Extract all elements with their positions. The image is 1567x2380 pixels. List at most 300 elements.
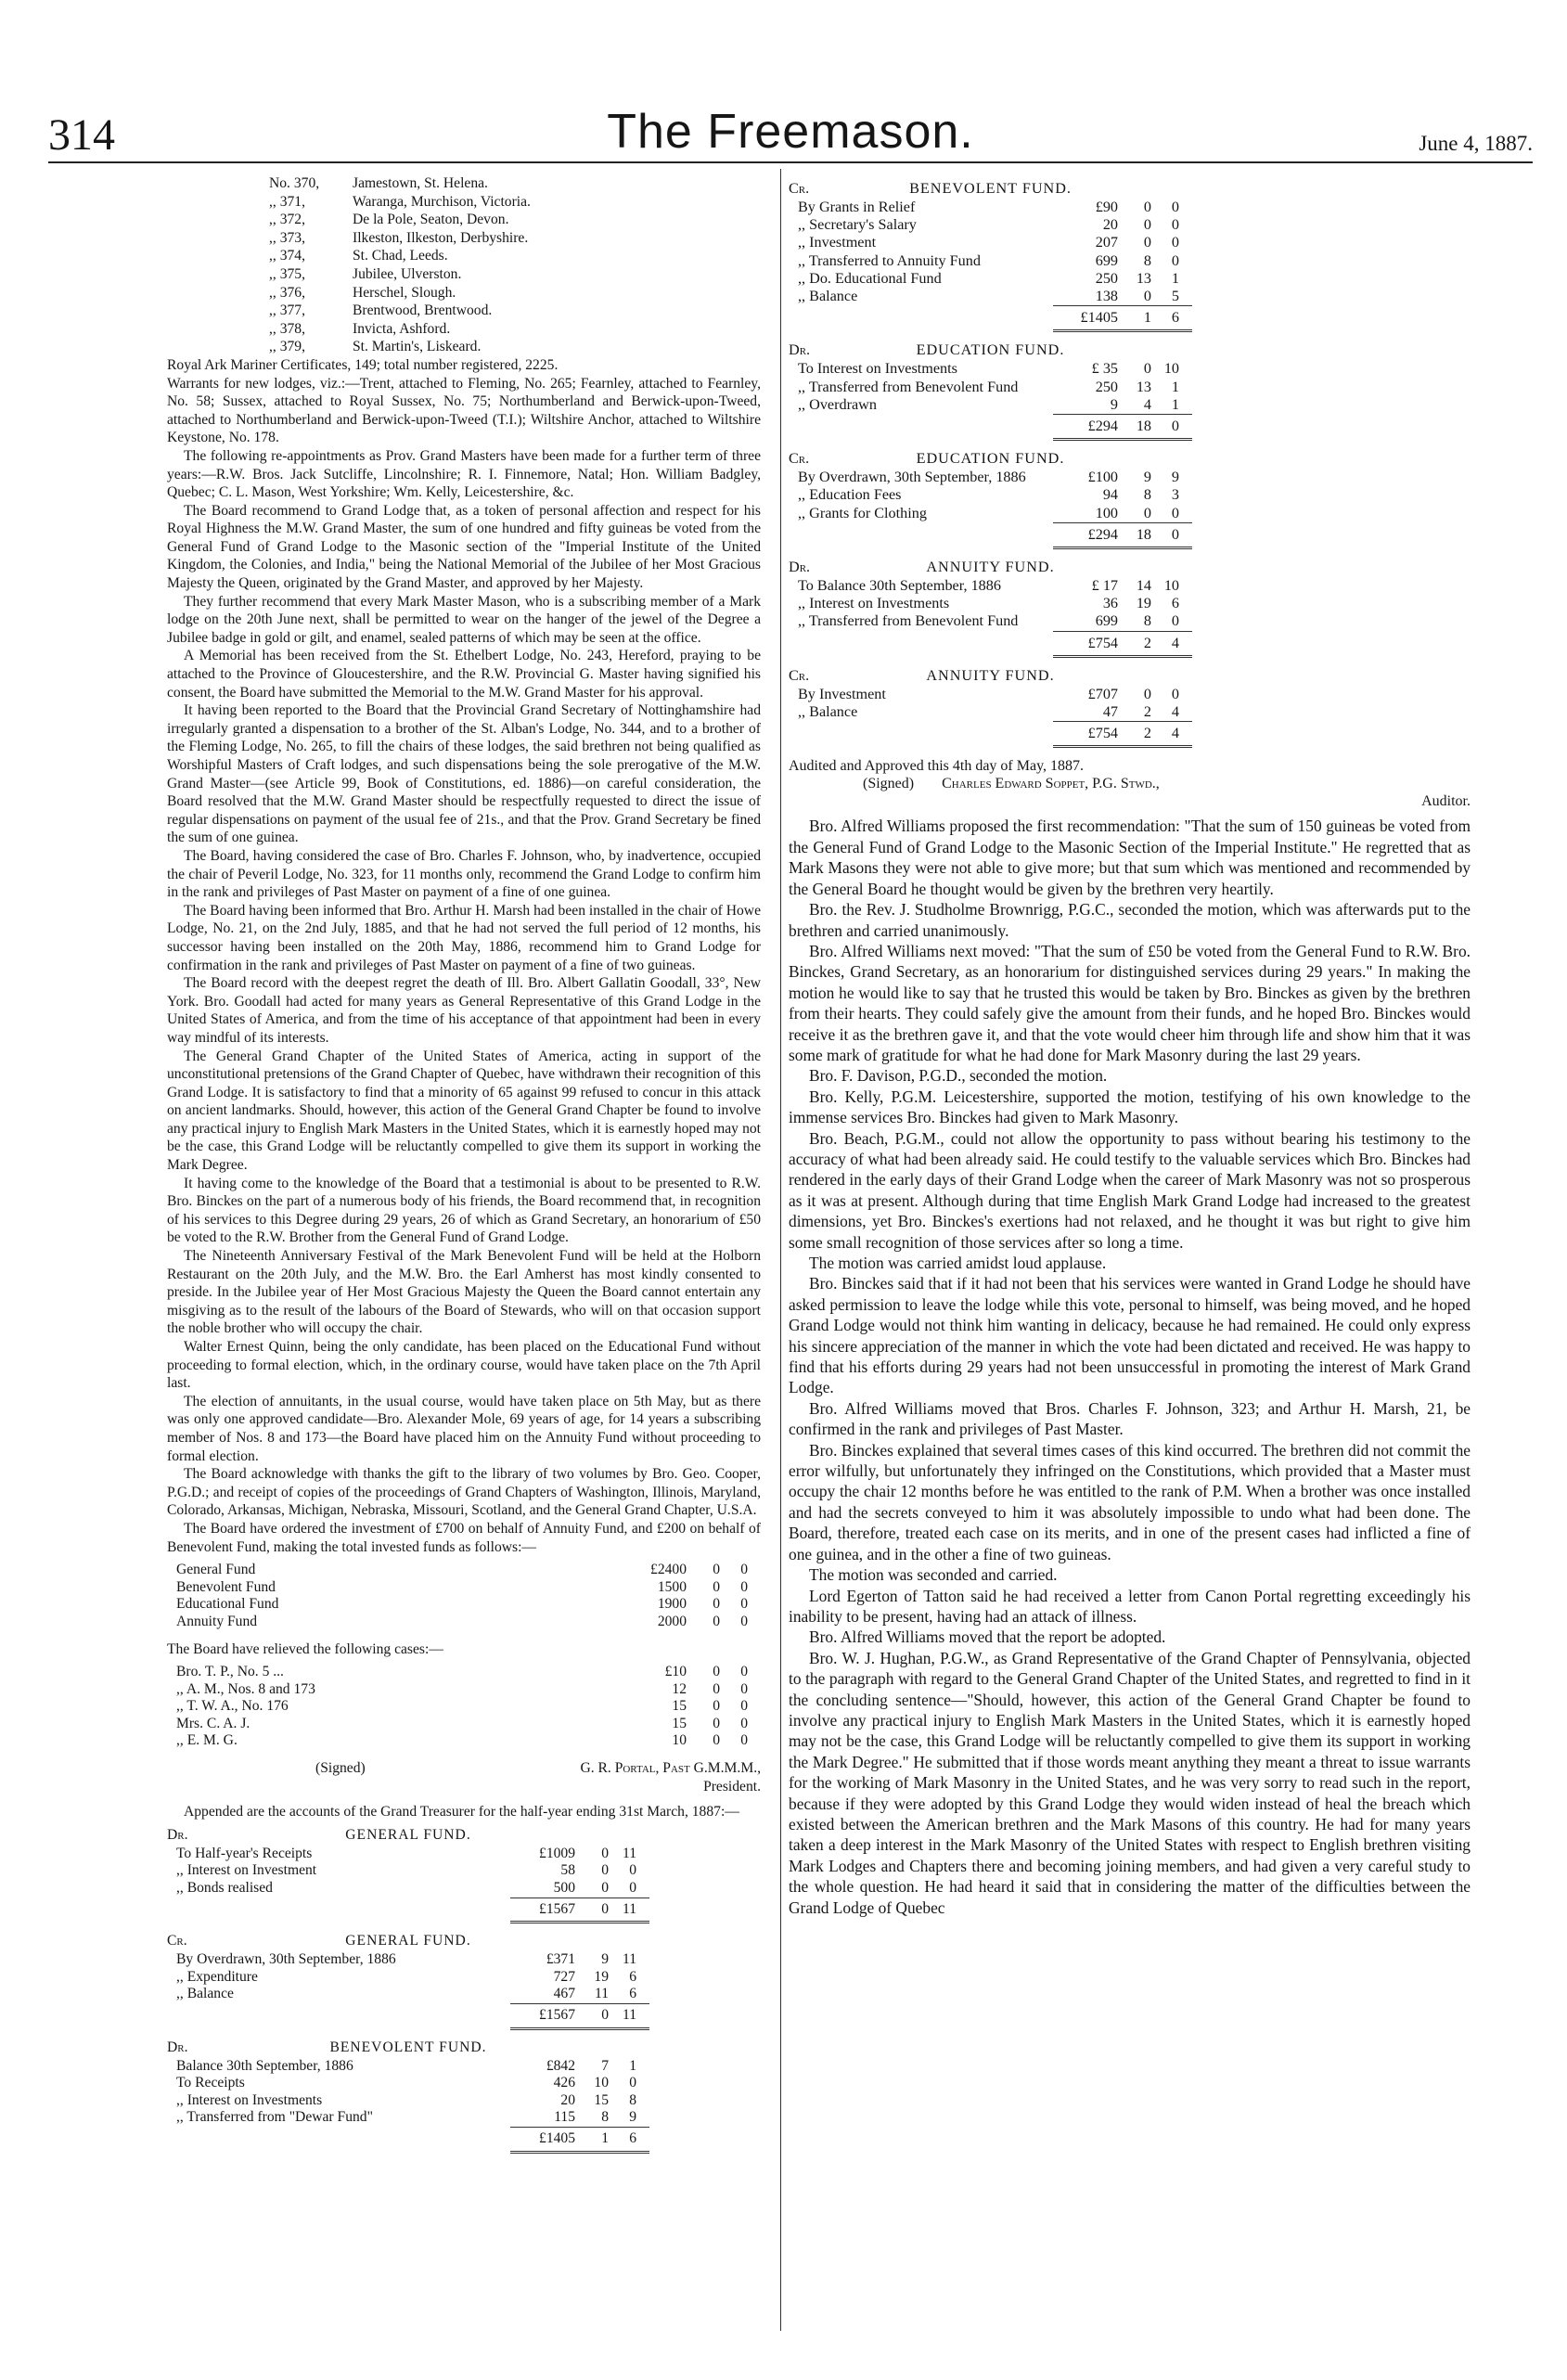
- amount-pounds: 207: [1095, 234, 1118, 251]
- amount-shillings: 0: [713, 1562, 720, 1578]
- lodge-number: ,, 376,: [269, 284, 305, 301]
- case-row: [167, 1664, 761, 1681]
- amount-shillings: 0: [713, 1680, 720, 1697]
- account-row-amount: [1053, 252, 1192, 270]
- amount-pounds: 250: [1095, 269, 1118, 287]
- account-row-label: ,, Transferred from Benevolent Fund: [798, 378, 1019, 395]
- fund-row: [167, 1596, 761, 1614]
- row-amount: [622, 1716, 761, 1733]
- relieved-cases-table: [167, 1664, 761, 1750]
- amount-pence: 11: [622, 1951, 636, 1968]
- amount-pounds: 426: [553, 2075, 575, 2091]
- amount-pence: 0: [1171, 216, 1179, 234]
- account-total-amount: [1053, 414, 1192, 441]
- amount-pounds: 500: [553, 1880, 575, 1897]
- report-paragraph: The Board acknowledge with thanks the gift to the library of two volumes by Bro. Geo. Cooper, P.G.D.; and receipt of copies of the proceedings of Grand Chapters of Washington, Illinois, Maryland, Colorado, Arkansas, Michigan, Nebraska, Missouri, Scotland, and the General Grand Chapter, U.S.A.: [167, 1466, 761, 1519]
- total-pounds: £294: [1087, 418, 1118, 435]
- account-row-amount: [510, 1969, 649, 1987]
- proceedings-paragraph: Bro. Binckes said that if it had not been that his services were wanted in Grand Lodge he should have asked permission to leave the lodge while this vote, personal to himself, was being moved, and he hoped Grand Lodge would not think him wanting in delicacy, because he had remained. He could only express his sincere appreciation of the manner in which the vote had been dictated and received. He was happy to find that his efforts during 29 years had not been unsuccessful in promoting the interest of Mark Grand Lodge.: [789, 1274, 1471, 1397]
- account-total: [789, 721, 1192, 748]
- amount-pounds: 467: [553, 1986, 575, 2002]
- account-row-amount: [1053, 595, 1192, 612]
- proceedings-paragraph: Bro. Beach, P.G.M., could not allow the opportunity to pass without bearing his testimony to the accuracy of what had been already said. He could testify to the valuable services which Bro. Binckes had rendered in the early days of their Grand Lodge when the career of Mark Masonry was not so prosperous as it was at present. Although during that time English Mark Grand Lodge had increased to the greatest dimensions, yet Bro. Binckes's exertions had not relaxed, and he thought it was but right to give him some small recognition of those services after so long a time.: [789, 1128, 1471, 1252]
- report-paragraph: The following re-appointments as Prov. Grand Masters have been made for a further term of three years:—R.W. Bros. Jack Sutcliffe, Lincolnshire; R. I. Finnemore, Natal; Hon. William Badgley, Quebec; C. L. Mason, West Yorkshire; Wm. Kelly, Leicestershire, &c.: [167, 447, 761, 501]
- account-row-amount: [510, 1951, 649, 1969]
- account-header: [167, 2039, 649, 2058]
- amount-pence: 0: [1171, 685, 1179, 702]
- account-row: [789, 469, 1192, 486]
- total-pounds: £1405: [539, 2129, 575, 2146]
- account-row-amount: [1053, 703, 1192, 721]
- amount-pence: 0: [1171, 504, 1179, 521]
- lodge-number: ,, 371,: [269, 193, 305, 210]
- account-row: [789, 703, 1192, 721]
- account-row-label: ,, Education Fees: [798, 486, 902, 504]
- lodge-number: No. 370,: [269, 175, 320, 191]
- amount-pence: 1: [1171, 269, 1179, 287]
- lodge-number: ,, 375,: [269, 265, 305, 282]
- accounts-intro: Appended are the accounts of the Grand Treasurer for the half-year ending 31st March, 1887:—: [184, 1804, 739, 1820]
- report-paragraph: The Board have ordered the investment of £700 on behalf of Annuity Fund, and £200 on behalf of Benevolent Fund, making the total invested funds as follows:—: [167, 1520, 761, 1555]
- report-paragraph: It having been reported to the Board that the Provincial Grand Secretary of Nottinghamshire had irregularly granted a dispensation to a brother of the St. Alban's Lodge, No. 344, and to a brother of the Fleming Lodge, No. 265, to fill the chairs of these lodges, the said brethren not being qualified as Worshipful Masters of Craft lodges, and such dispensations being the sole prerogative of the M.W. Grand Master—(see Article 99, Book of Constitutions, ed. 1886)—on careful consideration, the Board resolved that the M.W. Grand Master should be respectfully requested to direct the issue of regular dispensations on payment of the usual fee of 21s., and that the Prov. Grand Secretary be fined the sum of one guinea.: [167, 702, 761, 846]
- account-row-label: ,, Balance: [176, 1986, 234, 2002]
- account-row: [167, 2058, 649, 2076]
- proceedings-paragraph: The motion was seconded and carried.: [809, 1565, 1058, 1585]
- account-total: [789, 522, 1192, 549]
- account-row-label: To Receipts: [176, 2075, 245, 2091]
- amount-shillings: 0: [713, 1578, 720, 1595]
- row-amount: [622, 1596, 761, 1614]
- account-row: [167, 1862, 649, 1880]
- account-row-label: To Interest on Investments: [798, 360, 957, 378]
- total-pence: 6: [629, 2129, 636, 2146]
- account-total: [789, 414, 1192, 441]
- row-amount: [622, 1562, 761, 1579]
- total-shillings: 0: [601, 1900, 609, 1917]
- account-row: [789, 486, 1192, 504]
- case-row: [167, 1681, 761, 1699]
- account-row: [167, 2075, 649, 2092]
- amount-shillings: 13: [1136, 269, 1151, 287]
- lodge-item: [167, 211, 761, 229]
- signatory-title: President.: [703, 1778, 761, 1795]
- amount-shillings: 0: [601, 1862, 609, 1879]
- lodge-name: St. Chad, Leeds.: [353, 248, 448, 264]
- auditor-title: Auditor.: [1421, 793, 1471, 810]
- amount-pence: 0: [740, 1596, 748, 1613]
- account-row: [789, 595, 1192, 612]
- account-row-label: ,, Transferred from Benevolent Fund: [798, 612, 1019, 630]
- amount-shillings: 0: [713, 1596, 720, 1613]
- report-paragraph: They further recommend that every Mark Master Mason, who is a subscribing member of a Mark lodge on the 20th June next, shall be permitted to wear on the hanger of the jewel of the Degree a Jubilee badge in gold or gilt, and enamel, sealed patterns of which may be seen at the office.: [167, 593, 761, 646]
- lodge-name: Jubilee, Ulverston.: [353, 265, 462, 282]
- account-row-label: By Grants in Relief: [798, 199, 916, 215]
- account-row-amount: [1053, 577, 1192, 595]
- account-row: [789, 396, 1192, 414]
- amount-pence: 6: [1171, 595, 1179, 612]
- report-paragraph: The Board having been informed that Bro. Arthur H. Marsh had been installed in the chair of Howe Lodge, No. 21, on the 2nd July, 1885, and that he had not served the full period of 12 months, his successor having been installed on the 20th May, 1886, recommend him to Grand Lodge for confirmation in the rank and privileges of Past Master on payment of a fine of two guineas.: [167, 902, 761, 973]
- account-row-label: ,, Grants for Clothing: [798, 504, 927, 521]
- lodge-name: Invicta, Ashford.: [353, 320, 451, 337]
- amount-shillings: 10: [594, 2075, 609, 2091]
- account-statement: [167, 1827, 649, 1923]
- report-paragraph: The Board, having considered the case of Bro. Charles F. Johnson, who, by inadvertence, occupied the chair of Peveril Lodge, No. 323, for 11 months only, recommend the Grand Lodge to confirm him in the rank and privileges of Past Master on payment of a fine of one guinea.: [167, 847, 761, 901]
- account-statement: [167, 2039, 649, 2154]
- row-amount: [622, 1614, 761, 1631]
- amount-shillings: 19: [1136, 595, 1151, 612]
- amount-shillings: 0: [1143, 234, 1151, 251]
- total-pence: 11: [622, 2007, 636, 2023]
- account-row-amount: [1053, 686, 1192, 703]
- account-name: ANNUITY FUND.: [926, 666, 1055, 684]
- account-statement: [167, 1933, 649, 2029]
- amount-pounds: 20: [1102, 216, 1118, 234]
- lodge-list: [167, 174, 761, 356]
- account-header: [789, 559, 1192, 577]
- accounts-right: [789, 180, 1471, 748]
- row-label: General Fund: [176, 1562, 256, 1578]
- amount-pounds: 138: [1095, 288, 1118, 305]
- relieved-intro: The Board have relieved the following cases:—: [167, 1640, 443, 1657]
- account-name: EDUCATION FUND.: [916, 450, 1065, 468]
- amount-shillings: 0: [713, 1732, 720, 1749]
- account-row: [789, 216, 1192, 234]
- proceedings-paragraph: Bro. F. Davison, P.G.D., seconded the motion.: [809, 1066, 1108, 1086]
- lodge-number: ,, 373,: [269, 229, 305, 246]
- account-row: [789, 234, 1192, 251]
- amount-shillings: 0: [601, 1845, 609, 1861]
- amount-shillings: 8: [1143, 251, 1151, 269]
- account-row-amount: [510, 2092, 649, 2110]
- accounts-left: [167, 1827, 761, 2154]
- account-row-amount: [1053, 486, 1192, 504]
- proceedings-paragraph: Bro. Alfred Williams moved that the report be adopted.: [809, 1627, 1166, 1647]
- amount-pounds: 1900: [657, 1596, 687, 1613]
- row-label: Annuity Fund: [176, 1613, 258, 1629]
- account-header: [789, 341, 1192, 360]
- amount-shillings: 19: [594, 1968, 609, 1985]
- account-row-label: By Investment: [798, 685, 886, 702]
- account-name: GENERAL FUND.: [345, 1933, 471, 1949]
- amount-pounds: 20: [560, 2091, 575, 2108]
- account-statement: [789, 341, 1192, 441]
- account-row-label: ,, Bonds realised: [176, 1880, 273, 1897]
- report-paragraph: Warrants for new lodges, viz.:—Trent, attached to Fleming, No. 265; Fearnley, attached to Fearnley, No. 58; Sussex, attached to Royal Sussex, No. 75; Northumberland and Berwick-upon-Tweed, attached to Northumberland and Berwick-upon-Tweed (T.I.); Wiltshire Anchor, attached to Wiltshire Keystone, No. 178.: [167, 375, 761, 446]
- account-statement: [789, 180, 1192, 332]
- lodge-item: [167, 265, 761, 284]
- account-row-amount: [510, 1846, 649, 1863]
- amount-pounds: 36: [1102, 595, 1118, 612]
- amount-pence: 4: [1171, 703, 1179, 721]
- amount-pounds: 100: [1095, 504, 1118, 521]
- lodge-name: St. Martin's, Liskeard.: [353, 339, 482, 355]
- account-row-amount: [510, 2075, 649, 2092]
- amount-shillings: 0: [1143, 216, 1151, 234]
- account-row-amount: [1053, 360, 1192, 378]
- account-row: [789, 505, 1192, 522]
- account-total: [789, 631, 1192, 658]
- signature-block: [167, 1759, 761, 1778]
- amount-shillings: 15: [594, 2091, 609, 2108]
- row-amount: [622, 1664, 761, 1681]
- left-paragraphs: [167, 356, 761, 1556]
- column-divider: [780, 169, 781, 2331]
- newspaper-title: The Freemason.: [607, 105, 974, 159]
- account-row-label: ,, Interest on Investments: [798, 595, 950, 612]
- proceedings-paragraph: The motion was carried amidst loud applause.: [809, 1254, 1107, 1272]
- report-paragraph: A Memorial has been received from the St. Ethelbert Lodge, No. 243, Hereford, praying to be attached to the Province of Gloucestershire, and the R.W. Provincial G. Master having signified his consent, the Board have submitted the Memorial to the M.W. Grand Master for his approval.: [167, 648, 761, 701]
- total-pence: 0: [1171, 525, 1179, 543]
- account-row-label: ,, Balance: [798, 288, 858, 305]
- row-label: Mrs. C. A. J.: [176, 1715, 250, 1731]
- account-header: [167, 1933, 649, 1951]
- case-row: [167, 1732, 761, 1750]
- signatory-name: G. R. Portal, Past G.M.M.M.,: [580, 1760, 761, 1777]
- account-side: Dr.: [789, 559, 811, 576]
- amount-pounds: £842: [546, 2057, 575, 2074]
- account-header: [789, 450, 1192, 469]
- amount-pounds: 94: [1102, 486, 1118, 504]
- report-paragraph: Walter Ernest Quinn, being the only candidate, has been placed on the Educational Fund without proceeding to formal election, which, in the ordinary course, would have taken place on the 7th April last.: [167, 1339, 761, 1392]
- amount-shillings: 0: [713, 1664, 720, 1680]
- account-row-label: To Half-year's Receipts: [176, 1845, 313, 1861]
- lodge-item: [167, 247, 761, 265]
- amount-shillings: 0: [1143, 685, 1151, 702]
- amount-pounds: 699: [1095, 612, 1118, 630]
- total-pence: 4: [1171, 725, 1179, 742]
- amount-pence: 0: [629, 2075, 636, 2091]
- account-row-label: ,, Interest on Investment: [176, 1862, 317, 1879]
- account-row: [789, 360, 1192, 378]
- amount-shillings: 0: [1143, 288, 1151, 305]
- lodge-name: De la Pole, Seaton, Devon.: [353, 212, 509, 228]
- amount-shillings: 11: [594, 1986, 609, 2002]
- account-row-amount: [510, 1862, 649, 1880]
- amount-pounds: £2400: [650, 1562, 687, 1578]
- proceedings-paragraph: Bro. Alfred Williams proposed the first recommendation: "That the sum of 150 guineas be voted from the General Fund of Grand Lodge to the Masonic Section of the Imperial Institute." He regretted that as Mark Masons they were not able to give more; but that sum which was mentioned and recommended by the General Board he thought would be given by the brethren very heartily.: [789, 817, 1471, 898]
- report-paragraph: The Board record with the deepest regret the death of Ill. Bro. Albert Gallatin Goodall, 33°, New York. Bro. Goodall had acted for many years as General Representative of this Grand Lodge in the United States of America, and from the time of his acceptance of that appointment had been in every way mindful of its interests.: [167, 975, 761, 1046]
- row-label: ,, E. M. G.: [176, 1732, 238, 1749]
- account-row-label: ,, Do. Educational Fund: [798, 269, 942, 287]
- account-row-amount: [1053, 234, 1192, 251]
- proceedings-paragraph: Lord Egerton of Tatton said he had received a letter from Canon Portal regretting exceedingly his inability to be present, having had an attack of illness.: [789, 1586, 1471, 1626]
- account-row: [789, 686, 1192, 703]
- account-row-amount: [510, 1880, 649, 1898]
- total-pounds: £754: [1087, 634, 1118, 651]
- amount-pounds: 250: [1095, 378, 1118, 395]
- account-total-amount: [1053, 631, 1192, 658]
- account-row: [167, 1986, 649, 2003]
- account-side: Cr.: [167, 1933, 187, 1949]
- amount-pence: 1: [1171, 395, 1179, 413]
- amount-pence: 0: [740, 1664, 748, 1680]
- amount-pence: 0: [740, 1613, 748, 1629]
- case-row: [167, 1716, 761, 1733]
- amount-shillings: 0: [713, 1698, 720, 1715]
- lodge-item: [167, 284, 761, 302]
- account-total-amount: [510, 2003, 649, 2030]
- amount-shillings: 0: [1143, 360, 1151, 378]
- lodge-item: [167, 320, 761, 339]
- amount-pounds: 58: [560, 1862, 575, 1879]
- account-row-amount: [1053, 288, 1192, 305]
- amount-pence: 0: [740, 1680, 748, 1697]
- amount-pence: 8: [629, 2091, 636, 2108]
- total-shillings: 18: [1136, 525, 1151, 543]
- amount-pounds: 10: [672, 1732, 687, 1749]
- report-paragraph: It having come to the knowledge of the Board that a testimonial is about to be presented to R.W. Bro. Binckes on the part of a numerous body of his friends, the Board recommend that, in recognition of his services to this Degree during 29 years, 26 of which as Grand Secretary, an honorarium of £50 be voted to the R.W. Brother from the General Fund of Grand Lodge.: [167, 1175, 761, 1246]
- amount-shillings: 0: [1143, 199, 1151, 215]
- account-statement: [789, 667, 1192, 749]
- account-row-amount: [1053, 505, 1192, 522]
- lodge-item: [167, 174, 761, 193]
- amount-pounds: 9: [1110, 395, 1118, 413]
- account-row: [789, 612, 1192, 630]
- total-shillings: 1: [601, 2129, 609, 2146]
- account-row: [789, 199, 1192, 216]
- account-row: [167, 1880, 649, 1898]
- account-header: [789, 180, 1192, 199]
- account-header: [167, 1827, 649, 1846]
- account-side: Dr.: [167, 2039, 188, 2055]
- lodge-number: ,, 374,: [269, 248, 305, 264]
- total-pence: 4: [1171, 634, 1179, 651]
- lodge-item: [167, 193, 761, 212]
- account-row: [789, 379, 1192, 396]
- row-label: ,, T. W. A., No. 176: [176, 1698, 289, 1715]
- lodge-name: Brentwood, Brentwood.: [353, 302, 493, 319]
- amount-pounds: £ 17: [1091, 577, 1118, 595]
- lodge-name: Herschel, Slough.: [353, 284, 456, 301]
- account-name: GENERAL FUND.: [345, 1826, 471, 1843]
- amount-pence: 5: [1171, 288, 1179, 305]
- account-side: Cr.: [789, 666, 810, 684]
- amount-shillings: 8: [1143, 612, 1151, 630]
- amount-shillings: 8: [1143, 486, 1151, 504]
- amount-pounds: £100: [1087, 469, 1118, 486]
- amount-shillings: 2: [1143, 703, 1151, 721]
- account-row-amount: [1053, 216, 1192, 234]
- total-pounds: £1567: [539, 2007, 575, 2023]
- proceedings-paragraph: Bro. Alfred Williams moved that Bros. Charles F. Johnson, 323; and Arthur H. Marsh, 21, be confirmed in the rank and privileges of Past Master.: [789, 1398, 1471, 1439]
- amount-pence: 1: [1171, 378, 1179, 395]
- account-side: Cr.: [789, 450, 810, 468]
- invested-funds-table: [167, 1562, 761, 1630]
- audit-line: Audited and Approved this 4th day of May, 1887.: [789, 758, 1085, 775]
- account-total-amount: [510, 2127, 649, 2154]
- amount-pounds: 12: [672, 1680, 687, 1697]
- account-row-amount: [1053, 199, 1192, 216]
- row-amount: [622, 1579, 761, 1597]
- report-paragraph: The Board recommend to Grand Lodge that, as a token of personal affection and respect for his Royal Highness the M.W. Grand Master, the sum of one hundred and fifty guineas be voted from the General Fund of Grand Lodge to the Masonic section of the "Imperial Institute of the United Kingdom, the Colonies, and India," being the National Memorial of the Jubilee of her Most Gracious Majesty the Queen, originated by the Grand Master, and approved by her Majesty.: [167, 502, 761, 592]
- total-pounds: £754: [1087, 725, 1118, 742]
- account-total: [167, 1898, 649, 1924]
- audit-signed: (Signed): [863, 776, 915, 792]
- fund-row: [167, 1562, 761, 1579]
- account-total-amount: [1053, 305, 1192, 332]
- account-row-amount: [1053, 469, 1192, 486]
- auditor-name: Charles Edward Soppet, P.G. Stwd.,: [942, 776, 1160, 792]
- amount-pence: 0: [740, 1562, 748, 1578]
- amount-pounds: £ 35: [1091, 360, 1118, 378]
- account-row-label: ,, Overdrawn: [798, 395, 877, 413]
- account-row: [789, 270, 1192, 288]
- account-row-label: Balance 30th September, 1886: [176, 2057, 353, 2074]
- total-pounds: £294: [1087, 525, 1118, 543]
- right-paragraphs: [789, 816, 1471, 1918]
- amount-shillings: 0: [601, 1880, 609, 1897]
- amount-pounds: 15: [672, 1698, 687, 1715]
- signed-label: (Signed): [315, 1760, 366, 1777]
- amount-pounds: 115: [554, 2109, 575, 2126]
- amount-pence: 11: [622, 1845, 636, 1861]
- account-total: [789, 305, 1192, 332]
- total-shillings: 2: [1143, 725, 1151, 742]
- amount-pounds: 699: [1095, 251, 1118, 269]
- amount-pounds: £1009: [539, 1845, 575, 1861]
- fund-row: [167, 1579, 761, 1597]
- report-paragraph: The General Grand Chapter of the United States of America, acting in support of the unconstitutional pretensions of the Grand Chapter of Quebec, have withdrawn their recognition of this Grand Lodge. It is satisfactory to find that a minority of 65 against 99 refused to concur in this attack on ancient landmarks. Should, however, this action of the General Grand Chapter be found to involve any practical injury to English Mark Masters in the United States, which it is earnestly hoped may not be the case, this Grand Lodge will be reluctantly compelled to give them its support in working the Mark Degree.: [167, 1048, 761, 1174]
- row-label: Bro. T. P., No. 5 ...: [176, 1664, 284, 1680]
- amount-pence: 0: [629, 1862, 636, 1879]
- account-row-label: ,, Balance: [798, 703, 858, 721]
- account-row-label: ,, Investment: [798, 234, 877, 251]
- account-row-label: By Overdrawn, 30th September, 1886: [798, 469, 1026, 486]
- total-shillings: 1: [1143, 309, 1151, 327]
- account-row-label: ,, Interest on Investments: [176, 2091, 323, 2108]
- amount-pounds: 15: [672, 1715, 687, 1731]
- account-total-amount: [510, 1898, 649, 1924]
- amount-shillings: 7: [601, 2057, 609, 2074]
- lodge-item: [167, 302, 761, 320]
- account-row-amount: [1053, 270, 1192, 288]
- amount-pence: 0: [1171, 251, 1179, 269]
- account-total: [167, 2003, 649, 2030]
- account-row: [167, 1951, 649, 1969]
- amount-pence: 0: [1171, 612, 1179, 630]
- header-rule: [48, 161, 1533, 163]
- amount-pounds: £371: [546, 1951, 575, 1968]
- amount-pounds: 1500: [657, 1578, 687, 1595]
- total-shillings: 18: [1136, 418, 1151, 435]
- amount-pence: 0: [629, 1880, 636, 1897]
- row-label: Educational Fund: [176, 1596, 279, 1613]
- total-pence: 11: [622, 1900, 636, 1917]
- row-amount: [622, 1698, 761, 1716]
- amount-shillings: 14: [1136, 577, 1151, 595]
- account-row-label: By Overdrawn, 30th September, 1886: [176, 1951, 396, 1968]
- account-name: BENEVOLENT FUND.: [329, 2039, 487, 2055]
- amount-pence: 0: [1171, 234, 1179, 251]
- account-side: Dr.: [789, 341, 811, 359]
- report-paragraph: The Nineteenth Anniversary Festival of the Mark Benevolent Fund will be held at the Holborn Restaurant on the 20th July, and the M.W. Bro. the Earl Amherst has most kindly consented to preside. In the Jubilee year of Her Most Gracious Majesty the Queen the Board cannot entertain any misgiving as to the result of the labours of the Board of Stewards, who will on that occasion support the noble brother who will occupy the chair.: [167, 1248, 761, 1337]
- amount-pence: 0: [1171, 199, 1179, 215]
- amount-shillings: 4: [1143, 395, 1151, 413]
- fund-row: [167, 1614, 761, 1631]
- account-row-amount: [510, 2109, 649, 2127]
- amount-shillings: 8: [601, 2109, 609, 2126]
- lodge-name: Ilkeston, Ilkeston, Derbyshire.: [353, 229, 529, 246]
- total-pence: 6: [1171, 309, 1179, 327]
- account-row-amount: [510, 1986, 649, 2003]
- account-row-label: ,, Transferred to Annuity Fund: [798, 251, 981, 269]
- account-side: Cr.: [789, 180, 810, 197]
- left-column: [167, 174, 761, 2163]
- total-shillings: 0: [601, 2007, 609, 2023]
- account-statement: [789, 559, 1192, 658]
- lodge-number: ,, 377,: [269, 302, 305, 319]
- account-row: [789, 288, 1192, 305]
